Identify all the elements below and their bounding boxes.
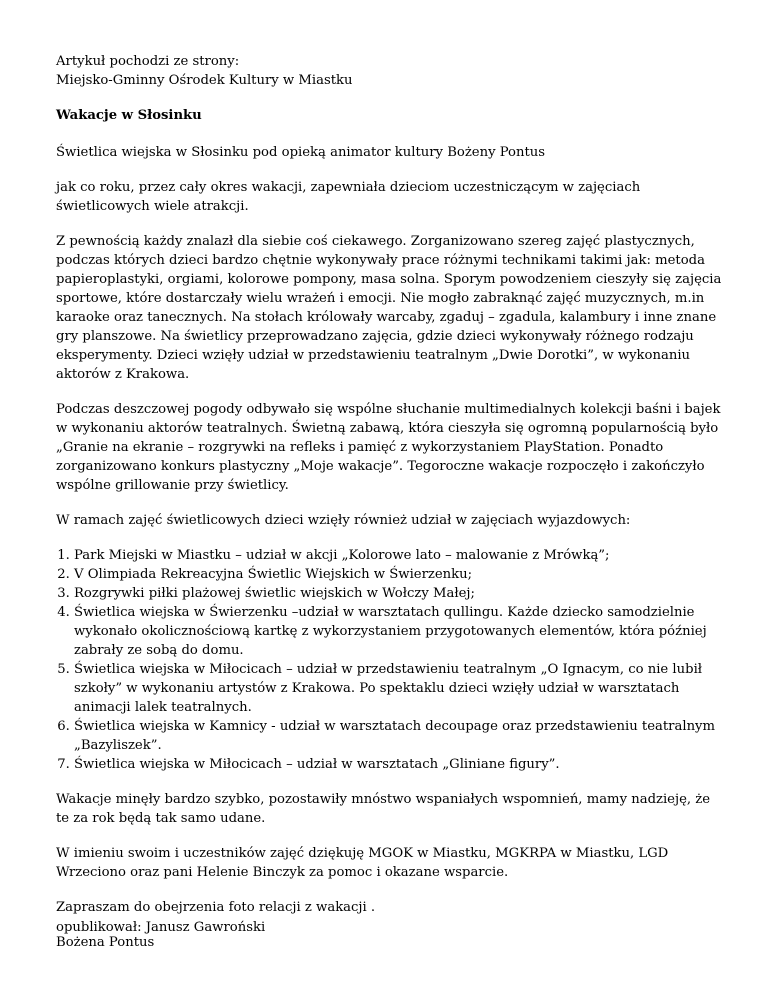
list-item: 1. Park Miejski w Miastku – udział w akcji „Kolorowe lato – malowanie z Mrówką”; — [74, 546, 726, 565]
paragraph: Z pewnością każdy znalazł dla siebie coś ciekawego. Zorganizowano szereg zajęć plastycznych, podczas których dzieci bardzo chętnie wykonywały prace różnymi technikami takimi jak: metoda papieroplastyki, orgiami, kolorowe pompony, masa solna. Sporym powodzeniem cieszyły się zajęcia sportowe, które dostarczały wielu wrażeń i emocji. Nie mogło zabraknąć zajęć muzycznych, m.in karaoke oraz tanecznych. Na stołach królowały warcaby, zgaduj – zgadula, kalambury i inne znane gry planszowe. Na świetlicy przeprowadzano zajęcia, gdzie dzieci wykonywały różnego rodzaju eksperymenty. Dzieci wzięły udział w przedstawieniu teatralnym „Dwie Dorotki”, w wykonaniu aktorów z Krakowa. — [56, 234, 722, 382]
author-signature: Bożena Pontus — [56, 935, 155, 950]
list-item: 2. V Olimpiada Rekreacyjna Świetlic Wiejskich w Świerzenku; — [74, 565, 726, 584]
article-title: Wakacje w Słosinku — [56, 108, 202, 123]
list-item: 7. Świetlica wiejska w Miłocicach – udział w warsztatach „Gliniane figury”. — [74, 755, 726, 774]
list-item: 3. Rozgrywki piłki plażowej świetlic wiejskich w Wołczy Małej; — [74, 584, 726, 603]
list-item: 4. Świetlica wiejska w Świerzenku –udział w warsztatach qullingu. Każde dziecko samodzielnie wykonało okolicznościową kartkę z wykorzystaniem przygotowanych elementów, która później zabrały ze sobą do domu. — [74, 603, 726, 660]
published-by: opublikował: Janusz Gawroński — [56, 920, 266, 935]
list-item: 5. Świetlica wiejska w Miłocicach – udział w przedstawieniu teatralnym „O Ignacym, co nie lubił szkoły” w wykonaniu artystów z Krakowa. Po spektaklu dzieci wzięły udział w warsztatach animacji lalek teatralnych. — [74, 660, 726, 717]
source-line-1: Artykuł pochodzi ze strony: — [56, 54, 240, 69]
paragraph: Wakacje minęły bardzo szybko, pozostawiły mnóstwo wspaniałych wspomnień, mamy nadzieję, że te za rok będą tak samo udane. — [56, 792, 711, 826]
paragraph: Podczas deszczowej pogody odbywało się wspólne słuchanie multimedialnych kolekcji baśni i bajek w wykonaniu aktorów teatralnych. Świetną zabawą, która cieszyła się ogromną popularnością było „Granie na ekranie – rozgrywki na refleks i pamięć z wykorzystaniem PlayStation. Ponadto zorganizowano konkurs plastyczny „Moje wakacje”. Tegoroczne wakacje rozpoczęło i zakończyło wspólne grillowanie przy świetlicy. — [56, 402, 721, 493]
paragraph: Zapraszam do obejrzenia foto relacji z wakacji . — [56, 900, 376, 915]
list-item: 6. Świetlica wiejska w Kamnicy - udział w warsztatach decoupage oraz przedstawieniu teatralnym „Bazyliszek”. — [74, 717, 726, 755]
source-note — [56, 52, 726, 90]
paragraph: W imieniu swoim i uczestników zajęć dziękuję MGOK w Miastku, MGKRPA w Miastku, LGD Wrzeciono oraz pani Helenie Binczyk za pomoc i okazane wsparcie. — [56, 846, 669, 880]
document-content — [56, 52, 726, 968]
trips-list — [56, 546, 726, 774]
article-intro: Świetlica wiejska w Słosinku pod opieką animator kultury Bożeny Pontus — [56, 145, 546, 160]
paragraph: jak co roku, przez cały okres wakacji, zapewniała dzieciom uczestniczącym w zajęciach świetlicowych wiele atrakcji. — [56, 180, 641, 214]
paragraph: W ramach zajęć świetlicowych dzieci wzięły również udział w zajęciach wyjazdowych: — [56, 513, 631, 528]
source-line-2: Miejsko-Gminny Ośrodek Kultury w Miastku — [56, 73, 353, 88]
